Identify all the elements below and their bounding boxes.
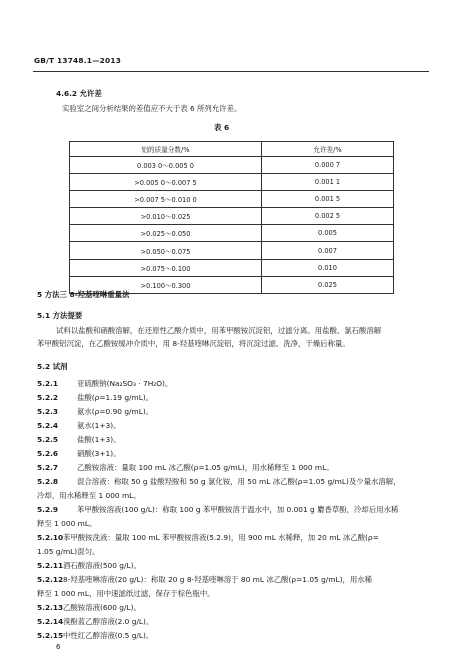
table-row	[70, 157, 394, 174]
section-5-heading: 5 方法三 8-羟基喹啉重量法	[37, 290, 130, 299]
section-5-2-heading: 5.2 试剂	[37, 362, 68, 371]
reagent-text: 盐酸(1+3)。	[77, 435, 121, 444]
reagent-item	[37, 616, 153, 627]
reagent-item	[37, 476, 401, 487]
reagent-number: 5.2.5	[37, 435, 59, 444]
table-cell: 0.002 5	[262, 208, 394, 225]
reagent-continuation: 释至 1 000 mL，用中速滤纸过滤，保存于棕色瓶中。	[37, 589, 215, 598]
reagent-item	[37, 406, 153, 417]
reagent-number: 5.2.11	[37, 561, 64, 570]
reagent-number: 5.2.7	[37, 463, 59, 472]
table-cell: >0.010～0.025	[70, 208, 262, 225]
section-5-1-line: 苯甲酸铝沉淀，在乙酸铵缓冲介质中，用 8-羟基喹啉沉淀铝，将沉淀过滤、洗净，干燥后称量。	[37, 339, 350, 348]
reagent-item	[37, 434, 121, 445]
table-cell: >0.007 5～0.010 0	[70, 191, 262, 208]
reagent-text: 乙酸铵溶液：量取 100 mL 冰乙酸(ρ=1.05 g/mL)，用水稀释至 1 000 mL。	[77, 463, 334, 472]
header-rule	[33, 71, 429, 72]
reagent-number: 5.2.3	[37, 407, 59, 416]
section-4-6-2-heading: 4.6.2 允许差	[56, 89, 102, 98]
table-row	[70, 174, 394, 191]
table-cell: 0.025	[262, 276, 394, 293]
section-5-1-line: 试料以盐酸和硝酸溶解，在还原性乙酸介质中，用苯甲酸铵沉淀铝，过滤分离。用盐酸、氯石酸溶解	[56, 326, 382, 335]
table-cell: 0.010	[262, 259, 394, 276]
table-header-row	[70, 142, 394, 157]
reagent-text: 盐酸(ρ=1.19 g/mL)。	[77, 393, 154, 402]
table-cell: >0.100～0.300	[70, 276, 262, 293]
reagent-number: 5.2.1	[37, 379, 59, 388]
table-header-cell: 允许差/%	[262, 142, 394, 157]
reagent-text: 苯甲酸铵洗液：量取 100 mL 苯甲酸铵溶液(5.2.9)，用 900 mL 水稀释，加 20 mL 冰乙酸(ρ=	[63, 533, 379, 542]
reagent-item	[37, 602, 141, 613]
reagent-item	[37, 560, 141, 571]
reagent-item	[37, 448, 121, 459]
table-cell: 0.000 7	[262, 157, 394, 174]
table-row	[70, 208, 394, 225]
reagent-number: 5.2.8	[37, 477, 59, 486]
table-cell: 0.001 5	[262, 191, 394, 208]
reagent-continuation: 1.05 g/mL)混匀。	[37, 547, 100, 556]
reagent-item	[37, 462, 334, 473]
table-cell: 0.005	[262, 225, 394, 242]
table-cell: 0.001 1	[262, 174, 394, 191]
reagent-text: 8-羟基喹啉溶液(20 g/L)：称取 20 g 8-羟基喹啉溶于 80 mL 冰乙酸(ρ=1.05 g/mL)，用水稀	[63, 575, 373, 584]
reagent-item	[37, 378, 172, 389]
reagent-number: 5.2.10	[37, 533, 64, 542]
reagent-text: 中性红乙醇溶液(0.5 g/L)。	[63, 631, 154, 640]
section-5-1-heading: 5.1 方法提要	[37, 311, 83, 320]
reagent-text: 酒石酸溶液(500 g/L)。	[63, 561, 141, 570]
table-cell: 0.003 0～0.005 0	[70, 157, 262, 174]
reagent-text: 苯甲酸铵溶液(100 g/L)：称取 100 g 苯甲酸铵溶于温水中，加 0.001 g 麝香草酚，冷却后用水稀	[77, 505, 399, 514]
reagent-item	[37, 630, 153, 641]
reagent-text: 亚硫酸钠(Na₂SO₃ · 7H₂O)。	[77, 379, 173, 388]
reagent-text: 溴酚蓝乙醇溶液(2.0 g/L)。	[63, 617, 154, 626]
table-cell: >0.025～0.050	[70, 225, 262, 242]
table-cell: >0.075～0.100	[70, 259, 262, 276]
reagent-item	[37, 504, 398, 515]
page-number: 6	[56, 643, 61, 651]
table-6	[69, 141, 394, 294]
reagent-continuation: 冷却，用水稀释至 1 000 mL。	[37, 491, 141, 500]
table-row	[70, 259, 394, 276]
table-header-cell: 铝的质量分数/%	[70, 142, 262, 157]
table-row	[70, 225, 394, 242]
reagent-number: 5.2.9	[37, 505, 59, 514]
standard-number: GB/T 13748.1—2013	[34, 56, 122, 65]
reagent-text: 硝酸(3+1)。	[77, 449, 121, 458]
reagent-text: 氨水(ρ=0.90 g/mL)。	[77, 407, 154, 416]
reagent-number: 5.2.6	[37, 449, 59, 458]
reagent-number: 5.2.15	[37, 631, 64, 640]
reagent-item	[37, 574, 372, 585]
table-row	[70, 242, 394, 259]
reagent-number: 5.2.14	[37, 617, 64, 626]
reagent-number: 5.2.4	[37, 421, 59, 430]
reagent-continuation: 释至 1 000 mL。	[37, 519, 97, 528]
table-cell: >0.050～0.075	[70, 242, 262, 259]
section-4-6-2-text: 实验室之间分析结果的差值应不大于表 6 所列允许差。	[62, 104, 242, 113]
table-cell: >0.005 0～0.007 5	[70, 174, 262, 191]
table-6-caption: 表 6	[214, 123, 230, 132]
reagent-text: 混合溶液：称取 50 g 盐酸羟胺和 50 g 氯化铵，用 50 mL 冰乙酸(ρ=1.05 g/mL)及少量水溶解，	[77, 477, 401, 486]
reagent-item	[37, 420, 121, 431]
reagent-number: 5.2.13	[37, 603, 64, 612]
reagent-item	[37, 392, 153, 403]
reagent-text: 乙酸铵溶液(600 g/L)。	[63, 603, 141, 612]
reagent-text: 氨水(1+3)。	[77, 421, 121, 430]
table-row	[70, 191, 394, 208]
reagent-item	[37, 532, 379, 543]
reagent-number: 5.2.2	[37, 393, 59, 402]
reagent-number: 5.2.12	[37, 575, 64, 584]
table-cell: 0.007	[262, 242, 394, 259]
